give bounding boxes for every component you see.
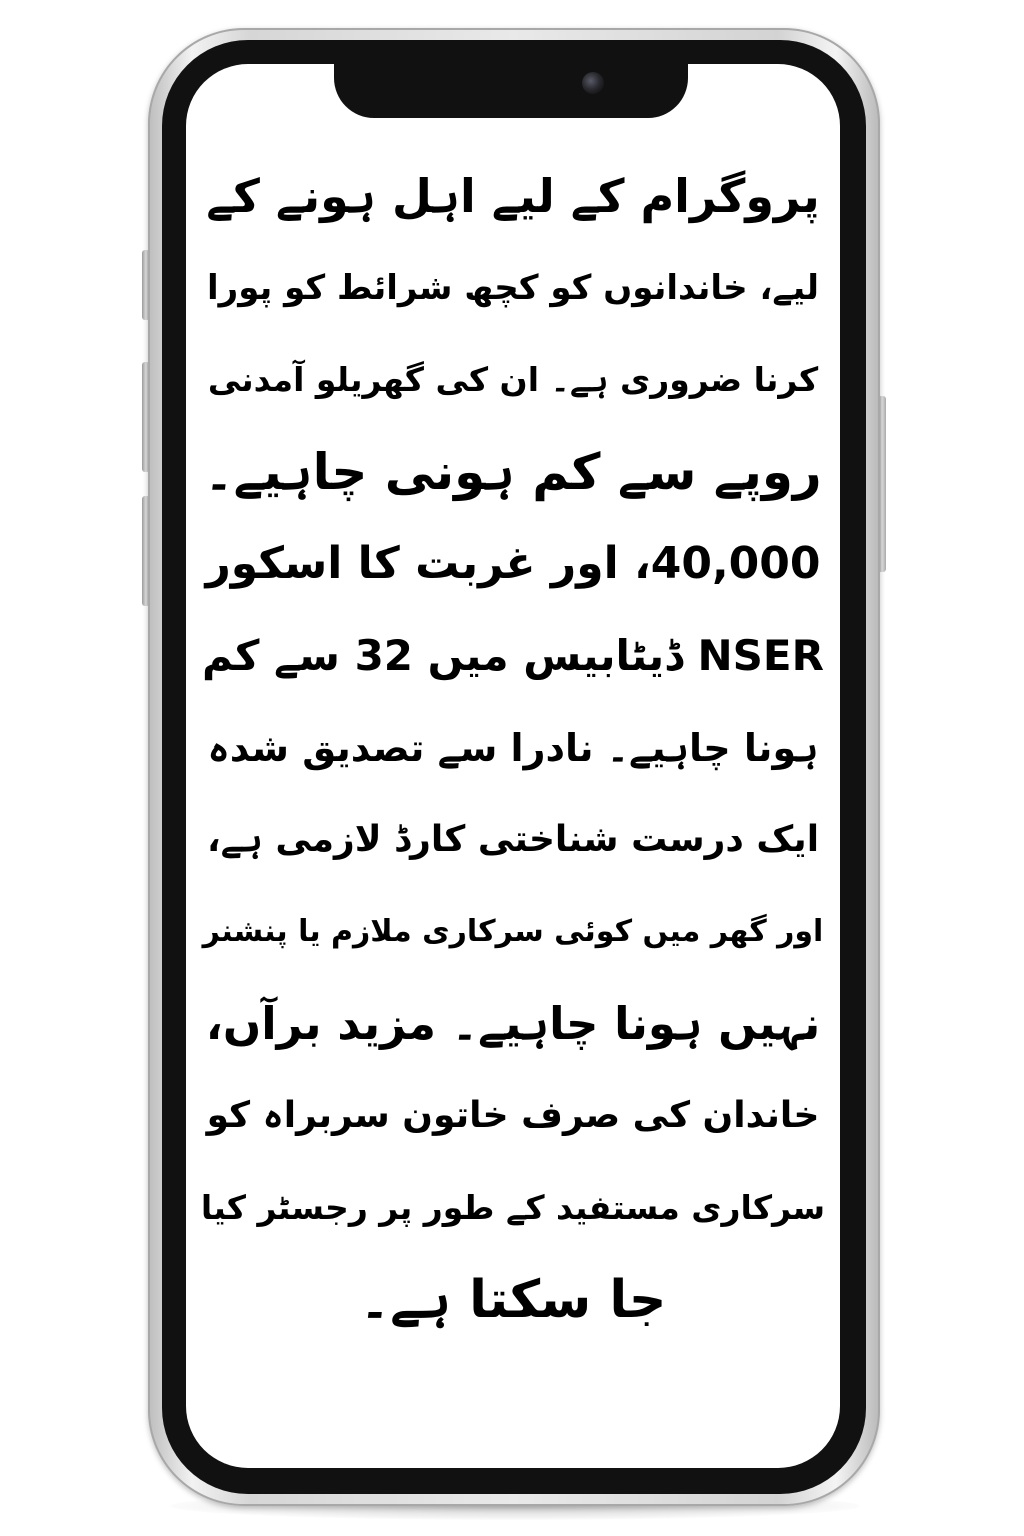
text-line-8: ایک درست شناختی کارڈ لازمی ہے،	[206, 819, 820, 860]
text-line-1: پروگرام کے لیے اہل ہونے کے	[206, 169, 820, 223]
text-line-9: اور گھر میں کوئی سرکاری ملازم یا پنشنر	[202, 914, 824, 949]
text-line-5: 40,000، اور غربت کا اسکور	[205, 538, 821, 589]
text-line-4: روپے سے کم ہونی چاہیے۔	[204, 443, 822, 501]
text-line-12: سرکاری مستفید کے طور پر رجسٹر کیا	[200, 1188, 826, 1227]
phone-notch	[334, 64, 688, 118]
text-line-6: NSER ڈیٹابیس میں 32 سے کم	[202, 631, 824, 680]
text-line-13: جا سکتا ہے۔	[359, 1270, 667, 1330]
text-line-7: ہونا چاہیے۔ نادرا سے تصدیق شدہ	[207, 726, 819, 770]
text-line-11: خاندان کی صرف خاتون سربراہ کو	[206, 1095, 820, 1136]
article-text	[200, 150, 826, 1346]
text-line-10: نہیں ہونا چاہیے۔ مزید برآں،	[205, 997, 821, 1050]
text-line-2: لیے، خاندانوں کو کچھ شرائط کو پورا	[206, 268, 820, 308]
camera-icon	[582, 72, 604, 94]
text-line-3: کرنا ضروری ہے۔ ان کی گھریلو آمدنی	[207, 360, 819, 399]
